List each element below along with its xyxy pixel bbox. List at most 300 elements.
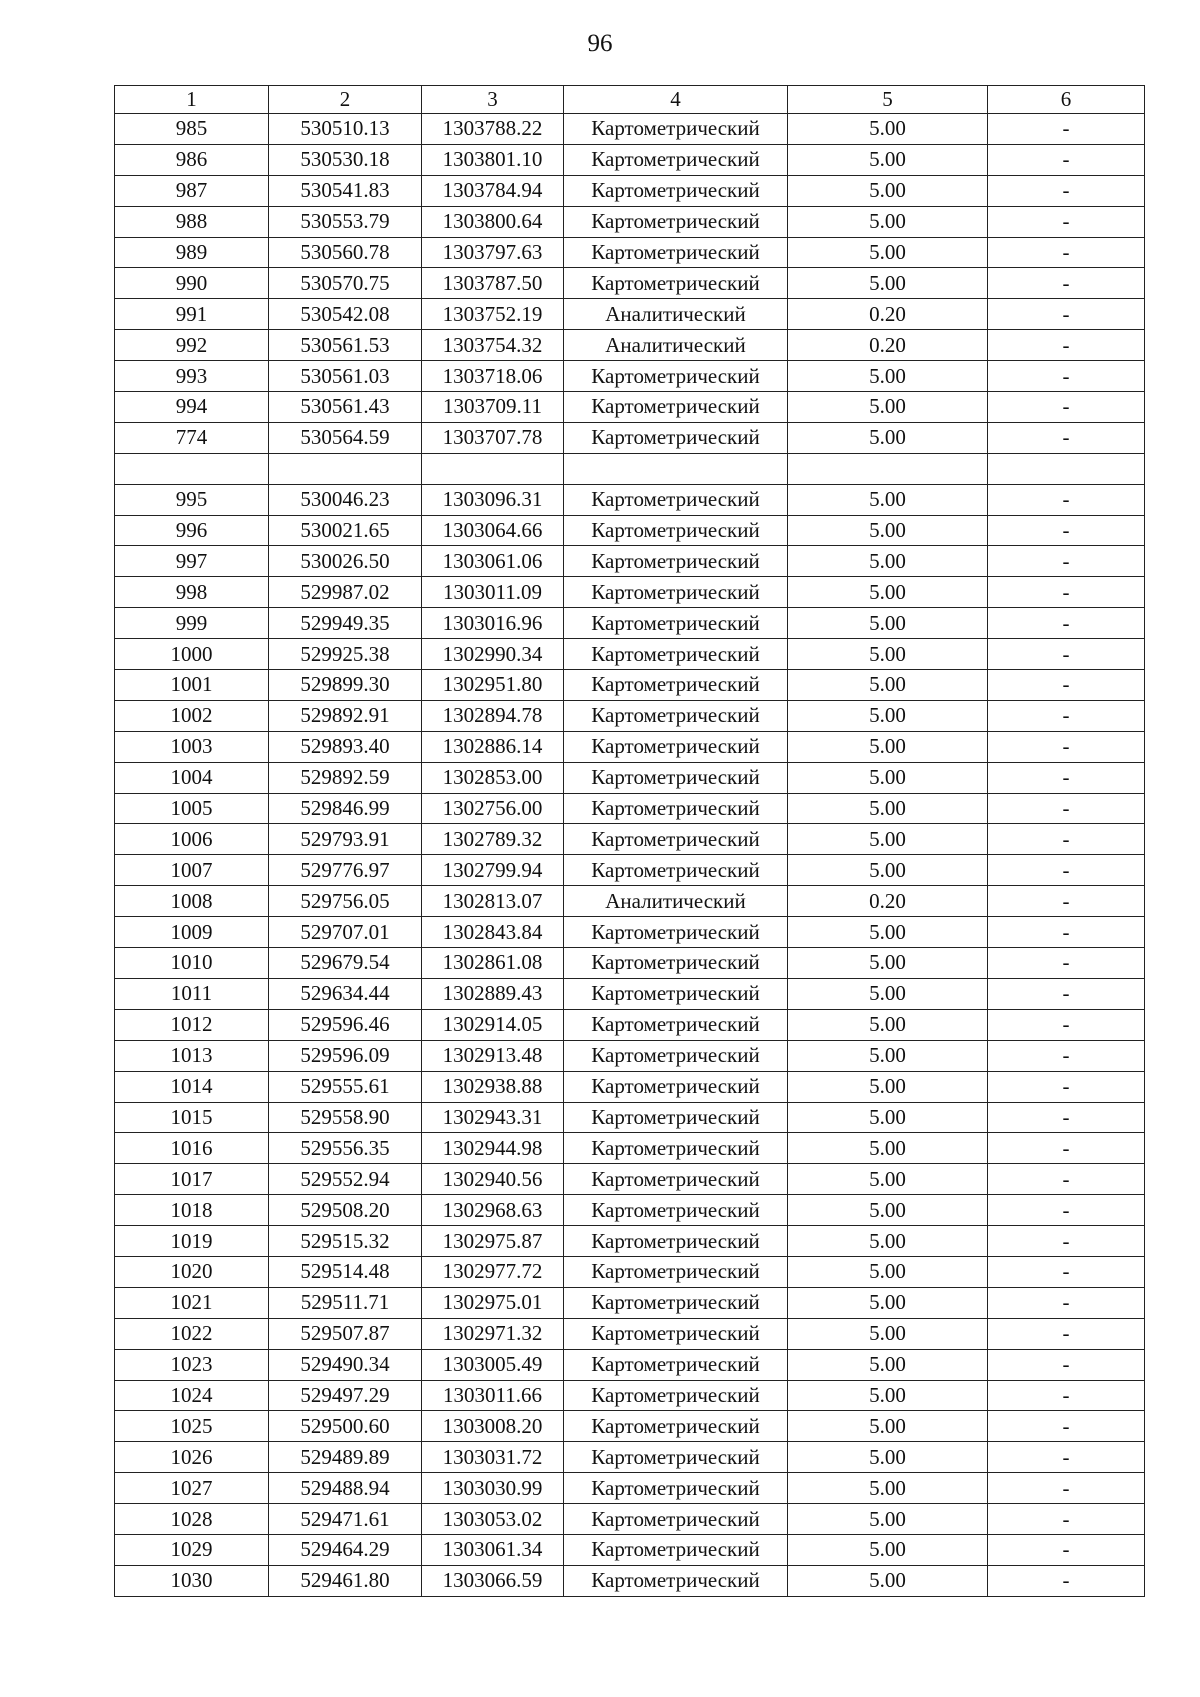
- table-cell: Картометрический: [564, 1504, 788, 1535]
- table-cell: 5.00: [788, 1411, 988, 1442]
- table-cell: -: [988, 670, 1145, 701]
- table-row: [115, 1411, 1145, 1442]
- table-cell: 1004: [115, 762, 269, 793]
- table-cell: 5.00: [788, 978, 988, 1009]
- table-cell: 1011: [115, 978, 269, 1009]
- table-cell: Картометрический: [564, 1195, 788, 1226]
- table-cell: 1025: [115, 1411, 269, 1442]
- table-cell: 529949.35: [269, 608, 422, 639]
- table-row: [115, 1473, 1145, 1504]
- coordinates-table: [114, 85, 1145, 1597]
- table-cell: 529497.29: [269, 1380, 422, 1411]
- table-cell: Картометрический: [564, 392, 788, 423]
- table-cell: -: [988, 793, 1145, 824]
- table-cell: 987: [115, 175, 269, 206]
- table-cell: 529555.61: [269, 1071, 422, 1102]
- table-cell: 1021: [115, 1287, 269, 1318]
- table-cell: 1303800.64: [422, 206, 564, 237]
- table-cell: 529776.97: [269, 855, 422, 886]
- table-cell: 1026: [115, 1442, 269, 1473]
- table-cell: 5.00: [788, 731, 988, 762]
- table-cell: 5.00: [788, 1380, 988, 1411]
- table-cell: 1302975.87: [422, 1226, 564, 1257]
- table-cell: 5.00: [788, 1102, 988, 1133]
- table-cell: -: [988, 392, 1145, 423]
- table-row: [115, 1504, 1145, 1535]
- table-cell: 5.00: [788, 917, 988, 948]
- table-cell: Картометрический: [564, 144, 788, 175]
- table-cell: 5.00: [788, 1534, 988, 1565]
- table-cell: 529846.99: [269, 793, 422, 824]
- table-cell: 1302943.31: [422, 1102, 564, 1133]
- table-cell: Картометрический: [564, 1473, 788, 1504]
- table-cell: Картометрический: [564, 1256, 788, 1287]
- table-cell: 529508.20: [269, 1195, 422, 1226]
- table-cell: 992: [115, 330, 269, 361]
- column-header: 6: [988, 86, 1145, 114]
- table-cell: -: [988, 1040, 1145, 1071]
- table-cell: 1017: [115, 1164, 269, 1195]
- table-cell: 1302886.14: [422, 731, 564, 762]
- table-cell: Аналитический: [564, 886, 788, 917]
- table-cell: 530561.03: [269, 361, 422, 392]
- table-cell: 1302971.32: [422, 1318, 564, 1349]
- table-row: [115, 392, 1145, 423]
- table-cell: 5.00: [788, 1071, 988, 1102]
- table-cell: Картометрический: [564, 793, 788, 824]
- table-cell: [269, 453, 422, 484]
- table-row: [115, 1318, 1145, 1349]
- table-cell: 1303016.96: [422, 608, 564, 639]
- table-cell: 1302968.63: [422, 1195, 564, 1226]
- table-cell: Картометрический: [564, 670, 788, 701]
- table-cell: 529596.46: [269, 1009, 422, 1040]
- table-cell: 5.00: [788, 1504, 988, 1535]
- table-cell: Картометрический: [564, 1009, 788, 1040]
- table-cell: 0.20: [788, 330, 988, 361]
- table-cell: 529793.91: [269, 824, 422, 855]
- table-row: [115, 1256, 1145, 1287]
- table-row: [115, 1071, 1145, 1102]
- table-cell: 1303707.78: [422, 422, 564, 453]
- table-cell: -: [988, 1534, 1145, 1565]
- column-header: 3: [422, 86, 564, 114]
- table-row: [115, 422, 1145, 453]
- table-row: [115, 1164, 1145, 1195]
- table-cell: 5.00: [788, 546, 988, 577]
- table-cell: 1007: [115, 855, 269, 886]
- table-cell: 530530.18: [269, 144, 422, 175]
- table-cell: 1303008.20: [422, 1411, 564, 1442]
- table-cell: 5.00: [788, 1318, 988, 1349]
- page-number: 96: [587, 30, 613, 57]
- table-cell: 1019: [115, 1226, 269, 1257]
- table-cell: 1028: [115, 1504, 269, 1535]
- table-cell: 529514.48: [269, 1256, 422, 1287]
- table-cell: 5.00: [788, 1040, 988, 1071]
- table-cell: Аналитический: [564, 299, 788, 330]
- table-cell: 529987.02: [269, 577, 422, 608]
- table-cell: 1303752.19: [422, 299, 564, 330]
- table-cell: Картометрический: [564, 1226, 788, 1257]
- table-cell: 5.00: [788, 824, 988, 855]
- table-cell: -: [988, 855, 1145, 886]
- table-cell: 988: [115, 206, 269, 237]
- table-cell: 1303709.11: [422, 392, 564, 423]
- table-cell: 1013: [115, 1040, 269, 1071]
- table-cell: 5.00: [788, 1195, 988, 1226]
- table-cell: 530510.13: [269, 114, 422, 145]
- table-cell: Картометрический: [564, 1164, 788, 1195]
- table-cell: 5.00: [788, 484, 988, 515]
- table-row: [115, 1133, 1145, 1164]
- table-cell: Картометрический: [564, 731, 788, 762]
- table-cell: Картометрический: [564, 206, 788, 237]
- table-cell: 530561.53: [269, 330, 422, 361]
- table-cell: 1022: [115, 1318, 269, 1349]
- table-row: [115, 1102, 1145, 1133]
- table-row: [115, 731, 1145, 762]
- table-cell: 1303066.59: [422, 1565, 564, 1596]
- table-cell: -: [988, 1380, 1145, 1411]
- table-cell: 989: [115, 237, 269, 268]
- table-cell: -: [988, 546, 1145, 577]
- table-cell: 529464.29: [269, 1534, 422, 1565]
- table-row: [115, 762, 1145, 793]
- table-cell: -: [988, 577, 1145, 608]
- table-cell: 529500.60: [269, 1411, 422, 1442]
- table-cell: -: [988, 824, 1145, 855]
- table-cell: -: [988, 299, 1145, 330]
- table-row: [115, 546, 1145, 577]
- table-cell: 529892.91: [269, 700, 422, 731]
- table-cell: Картометрический: [564, 1349, 788, 1380]
- table-cell: 1302940.56: [422, 1164, 564, 1195]
- table-cell: 1303061.06: [422, 546, 564, 577]
- table-cell: 1302799.94: [422, 855, 564, 886]
- table-row: [115, 114, 1145, 145]
- table-cell: 1302789.32: [422, 824, 564, 855]
- table-cell: -: [988, 1009, 1145, 1040]
- table-cell: -: [988, 206, 1145, 237]
- table-cell: Картометрический: [564, 1318, 788, 1349]
- table-row: [115, 793, 1145, 824]
- table-cell: 993: [115, 361, 269, 392]
- table-cell: 529556.35: [269, 1133, 422, 1164]
- table-cell: -: [988, 1256, 1145, 1287]
- table-cell: 530046.23: [269, 484, 422, 515]
- table-cell: 1303011.09: [422, 577, 564, 608]
- table-cell: 1302914.05: [422, 1009, 564, 1040]
- table-cell: 1002: [115, 700, 269, 731]
- table-row: [115, 1009, 1145, 1040]
- table-cell: Картометрический: [564, 1133, 788, 1164]
- table-cell: 986: [115, 144, 269, 175]
- table-cell: 1303053.02: [422, 1504, 564, 1535]
- table-cell: -: [988, 948, 1145, 979]
- table-cell: 991: [115, 299, 269, 330]
- table-cell: 5.00: [788, 175, 988, 206]
- table-cell: -: [988, 237, 1145, 268]
- table-cell: Картометрический: [564, 824, 788, 855]
- table-cell: 1302853.00: [422, 762, 564, 793]
- table-cell: -: [988, 361, 1145, 392]
- table-cell: 530560.78: [269, 237, 422, 268]
- table-row: [115, 484, 1145, 515]
- table-cell: 1303788.22: [422, 114, 564, 145]
- table-row: [115, 1226, 1145, 1257]
- table-cell: Картометрический: [564, 1287, 788, 1318]
- table-cell: -: [988, 1102, 1145, 1133]
- table-cell: 5.00: [788, 144, 988, 175]
- table-cell: 1016: [115, 1133, 269, 1164]
- table-cell: 529634.44: [269, 978, 422, 1009]
- table-cell: 1302977.72: [422, 1256, 564, 1287]
- table-cell: 5.00: [788, 1009, 988, 1040]
- table-row: [115, 670, 1145, 701]
- table-cell: 1303754.32: [422, 330, 564, 361]
- table-cell: -: [988, 1349, 1145, 1380]
- table-cell: 5.00: [788, 762, 988, 793]
- table-cell: -: [988, 886, 1145, 917]
- table-cell: [988, 453, 1145, 484]
- table-cell: 1008: [115, 886, 269, 917]
- table-cell: 1303787.50: [422, 268, 564, 299]
- table-cell: 1302813.07: [422, 886, 564, 917]
- table-cell: 529596.09: [269, 1040, 422, 1071]
- table-cell: 529507.87: [269, 1318, 422, 1349]
- table-cell: 1014: [115, 1071, 269, 1102]
- column-header: 1: [115, 86, 269, 114]
- table-cell: 1303005.49: [422, 1349, 564, 1380]
- table-cell: -: [988, 1133, 1145, 1164]
- table-cell: 1302938.88: [422, 1071, 564, 1102]
- table-cell: 529679.54: [269, 948, 422, 979]
- table-row: [115, 855, 1145, 886]
- column-header: 2: [269, 86, 422, 114]
- table-cell: 1012: [115, 1009, 269, 1040]
- table-row: [115, 577, 1145, 608]
- table-cell: 529899.30: [269, 670, 422, 701]
- table-row: [115, 175, 1145, 206]
- table-cell: 5.00: [788, 855, 988, 886]
- table-cell: [115, 453, 269, 484]
- table-cell: 1030: [115, 1565, 269, 1596]
- table-cell: 5.00: [788, 1349, 988, 1380]
- table-cell: Картометрический: [564, 608, 788, 639]
- table-cell: 1027: [115, 1473, 269, 1504]
- table-cell: [422, 453, 564, 484]
- table-cell: -: [988, 1318, 1145, 1349]
- table-row: [115, 268, 1145, 299]
- table-cell: 1302990.34: [422, 639, 564, 670]
- table-cell: 5.00: [788, 1565, 988, 1596]
- table-cell: 529893.40: [269, 731, 422, 762]
- table-cell: 5.00: [788, 793, 988, 824]
- table-cell: -: [988, 608, 1145, 639]
- table-cell: 1000: [115, 639, 269, 670]
- column-header: 4: [564, 86, 788, 114]
- table-cell: 1303797.63: [422, 237, 564, 268]
- table-cell: 1302944.98: [422, 1133, 564, 1164]
- table-cell: 530561.43: [269, 392, 422, 423]
- table-cell: -: [988, 330, 1145, 361]
- table-cell: 529471.61: [269, 1504, 422, 1535]
- table-row: [115, 237, 1145, 268]
- table-cell: 0.20: [788, 299, 988, 330]
- table-body: [115, 114, 1145, 1597]
- table-cell: 529925.38: [269, 639, 422, 670]
- table-cell: 1302913.48: [422, 1040, 564, 1071]
- table-cell: 1303784.94: [422, 175, 564, 206]
- table-cell: -: [988, 1504, 1145, 1535]
- table-row: [115, 1442, 1145, 1473]
- table-cell: -: [988, 1565, 1145, 1596]
- table-cell: Картометрический: [564, 422, 788, 453]
- table-cell: 5.00: [788, 639, 988, 670]
- table-cell: 1303031.72: [422, 1442, 564, 1473]
- table-cell: Аналитический: [564, 330, 788, 361]
- table-cell: Картометрический: [564, 546, 788, 577]
- table-cell: 529489.89: [269, 1442, 422, 1473]
- table-cell: 1302975.01: [422, 1287, 564, 1318]
- table-cell: 5.00: [788, 206, 988, 237]
- table-cell: Картометрический: [564, 917, 788, 948]
- table-cell: 1024: [115, 1380, 269, 1411]
- table-cell: [564, 453, 788, 484]
- table-cell: 1303801.10: [422, 144, 564, 175]
- table-cell: 5.00: [788, 114, 988, 145]
- table-cell: 529490.34: [269, 1349, 422, 1380]
- table-row: [115, 700, 1145, 731]
- table-cell: 1009: [115, 917, 269, 948]
- table-cell: 1303096.31: [422, 484, 564, 515]
- table-cell: -: [988, 1164, 1145, 1195]
- table-cell: -: [988, 515, 1145, 546]
- table-cell: 530570.75: [269, 268, 422, 299]
- table-row: [115, 330, 1145, 361]
- table-cell: Картометрический: [564, 1040, 788, 1071]
- table-cell: 0.20: [788, 886, 988, 917]
- table-cell: 5.00: [788, 1473, 988, 1504]
- table-cell: 1005: [115, 793, 269, 824]
- table-cell: Картометрический: [564, 361, 788, 392]
- table-row: [115, 917, 1145, 948]
- table-cell: 1303064.66: [422, 515, 564, 546]
- table-row: [115, 824, 1145, 855]
- table-row: [115, 1565, 1145, 1596]
- table-cell: 1015: [115, 1102, 269, 1133]
- table-cell: 1018: [115, 1195, 269, 1226]
- table-cell: Картометрический: [564, 1411, 788, 1442]
- table-cell: 1010: [115, 948, 269, 979]
- table-cell: Картометрический: [564, 762, 788, 793]
- table-cell: -: [988, 1071, 1145, 1102]
- table-cell: Картометрический: [564, 515, 788, 546]
- table-row: [115, 144, 1145, 175]
- table-cell: Картометрический: [564, 855, 788, 886]
- header-row: [115, 86, 1145, 114]
- table-cell: 994: [115, 392, 269, 423]
- table-cell: Картометрический: [564, 268, 788, 299]
- table-cell: -: [988, 1442, 1145, 1473]
- table-row: [115, 1534, 1145, 1565]
- table-cell: 1303011.66: [422, 1380, 564, 1411]
- table-cell: Картометрический: [564, 237, 788, 268]
- table-row: [115, 1287, 1145, 1318]
- table-cell: -: [988, 1195, 1145, 1226]
- table-cell: Картометрический: [564, 1565, 788, 1596]
- table-cell: Картометрический: [564, 1534, 788, 1565]
- table-cell: 5.00: [788, 392, 988, 423]
- table-cell: 996: [115, 515, 269, 546]
- table-cell: 1001: [115, 670, 269, 701]
- table-cell: -: [988, 1287, 1145, 1318]
- table-cell: Картометрический: [564, 114, 788, 145]
- table-cell: -: [988, 1473, 1145, 1504]
- table-cell: Картометрический: [564, 484, 788, 515]
- table-cell: 529756.05: [269, 886, 422, 917]
- table-cell: 985: [115, 114, 269, 145]
- table-cell: Картометрический: [564, 1071, 788, 1102]
- table-row: [115, 1195, 1145, 1226]
- table-cell: 1303030.99: [422, 1473, 564, 1504]
- table-cell: -: [988, 762, 1145, 793]
- table-cell: 5.00: [788, 1226, 988, 1257]
- table-cell: -: [988, 175, 1145, 206]
- table-cell: 1029: [115, 1534, 269, 1565]
- table-cell: 1302861.08: [422, 948, 564, 979]
- table-cell: 1302756.00: [422, 793, 564, 824]
- table-cell: Картометрический: [564, 1102, 788, 1133]
- table-cell: 530542.08: [269, 299, 422, 330]
- table-cell: 990: [115, 268, 269, 299]
- table-cell: 529707.01: [269, 917, 422, 948]
- table-cell: 1003: [115, 731, 269, 762]
- table-cell: 1006: [115, 824, 269, 855]
- table-row: [115, 886, 1145, 917]
- table-cell: Картометрический: [564, 978, 788, 1009]
- table-cell: 999: [115, 608, 269, 639]
- table-cell: 530026.50: [269, 546, 422, 577]
- table-cell: 529515.32: [269, 1226, 422, 1257]
- table-row: [115, 948, 1145, 979]
- table-cell: Картометрический: [564, 1380, 788, 1411]
- table-cell: 530553.79: [269, 206, 422, 237]
- table-cell: [788, 453, 988, 484]
- table-cell: 5.00: [788, 608, 988, 639]
- table-cell: -: [988, 144, 1145, 175]
- table-cell: Картометрический: [564, 175, 788, 206]
- table-cell: 530541.83: [269, 175, 422, 206]
- table-row: [115, 1349, 1145, 1380]
- table-row: [115, 1040, 1145, 1071]
- table-cell: 774: [115, 422, 269, 453]
- table-cell: 1303718.06: [422, 361, 564, 392]
- table-cell: 5.00: [788, 1287, 988, 1318]
- table-row: [115, 978, 1145, 1009]
- table-cell: 529552.94: [269, 1164, 422, 1195]
- table-cell: -: [988, 978, 1145, 1009]
- table-cell: 5.00: [788, 670, 988, 701]
- table-row: [115, 608, 1145, 639]
- table-cell: 5.00: [788, 361, 988, 392]
- table-cell: 530564.59: [269, 422, 422, 453]
- table-row: [115, 361, 1145, 392]
- table-cell: -: [988, 1411, 1145, 1442]
- table-cell: 1302951.80: [422, 670, 564, 701]
- table-cell: -: [988, 1226, 1145, 1257]
